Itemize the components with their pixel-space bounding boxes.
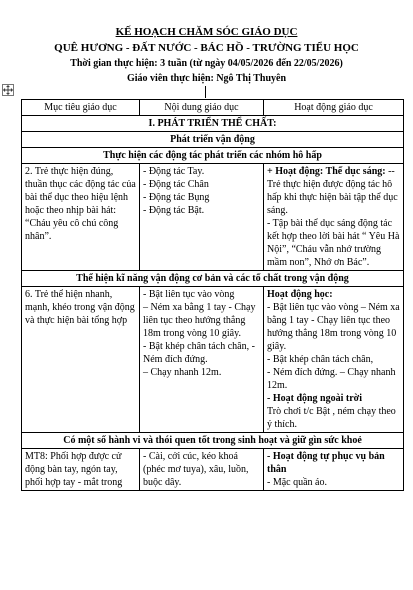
list-item: - Bật khép chân tách chân, - Ném đích đứng.: [143, 341, 255, 365]
column-header-activity: Hoạt động giáo dục: [264, 100, 404, 116]
activity-heading: + Hoạt động: Thể dục sáng:: [267, 166, 386, 177]
list-item: - Động tác Bật.: [143, 205, 205, 216]
table-header-row: [22, 100, 404, 116]
list-item: - Bật liên tục vào vòng: [143, 289, 235, 300]
activity-text: - Tập bài thể dục sáng động tác kết hợp theo lời bài hát “ Yêu Hà Nội”, “Cháu vẫn nhớ trường mầm non”, Nhớ ơn Bác”.: [267, 218, 400, 268]
content-cell: - Cài, cởi cúc, kéo khoá (phéc mơ tuya), xâu, luồn, buộc dây.: [140, 449, 264, 491]
group-heading: Thực hiện các động tác phát triển các nhóm hô hấp: [22, 148, 404, 164]
list-item: - Động tác Chân: [143, 179, 209, 190]
content-cell: [140, 164, 264, 271]
sub-section-heading: Phát triển vận động: [22, 132, 404, 148]
activity-heading: Hoạt động học:: [267, 289, 333, 300]
list-item: - Động tác Tay.: [143, 166, 205, 177]
time-period: Thời gian thực hiện: 3 tuần (từ ngày 04/05/2026 đến 22/05/2026): [70, 58, 343, 69]
list-item: – Chạy nhanh 12m.: [143, 367, 222, 378]
goal-cell: 6. Trẻ thể hiện nhanh, mạnh, khéo trong vận động và thực hiện bài tổng hợp: [22, 287, 140, 433]
table-row: [22, 449, 404, 491]
care-plan-table: [21, 99, 404, 491]
list-item: - Động tác Bụng: [143, 192, 210, 203]
list-item: - Bật khép chân tách chân,: [267, 354, 374, 365]
table-row: [22, 287, 404, 433]
activity-heading: - Hoạt động ngoài trời: [267, 393, 362, 404]
column-header-content: Nội dung giáo dục: [140, 100, 264, 116]
list-item: - Ném đích đứng. – Chạy nhanh 12m.: [267, 367, 396, 391]
activity-cell: [264, 287, 404, 433]
teacher-name: Giáo viên thực hiện: Ngô Thị Thuyên: [127, 73, 286, 84]
list-item: - Bật liên tục vào vòng – Ném xa bằng 1 tay - Chạy liên tục theo hướng thẳng 18m trong vòng 10 giây.: [267, 302, 400, 352]
activity-heading: - Hoạt động tự phục vụ bản thân: [267, 451, 385, 475]
group-heading: Có một số hành vi và thói quen tốt trong sinh hoạt và giữ gìn sức khoẻ: [22, 433, 404, 449]
goal-cell: 2. Trẻ thực hiện đúng, thuần thục các động tác của bài thể dục theo hiệu lệnh hoặc theo nhịp bài hát: “Cháu yêu cô chú công nhân”.: [22, 164, 140, 271]
content-cell: [140, 287, 264, 433]
text-cursor: [205, 86, 206, 98]
list-item: – Ném xa bằng 1 tay - Chạy liên tục theo hướng thẳng 18m trong vòng 10 giây.: [143, 302, 256, 339]
table-move-handle-icon[interactable]: [2, 84, 14, 96]
goal-cell: MT8: Phối hợp được cử động bàn tay, ngón tay, phối hợp tay - mắt trong: [22, 449, 140, 491]
activity-text: - Mặc quần áo.: [267, 477, 327, 488]
column-header-goal: Mục tiêu giáo dục: [22, 100, 140, 116]
activity-cell: [264, 449, 404, 491]
group-heading: Thể hiện kĩ năng vận động cơ bản và các tố chất trong vận động: [22, 271, 404, 287]
activity-cell: [264, 164, 404, 271]
table-row: [22, 164, 404, 271]
activity-text: -- Trẻ thực hiện được động tác hô hấp khi thực hiện bài tập thể dục sáng.: [267, 166, 398, 216]
document-title: KẾ HOẠCH CHĂM SÓC GIÁO DỤC: [115, 26, 298, 38]
section-heading: I. PHÁT TRIỂN THỂ CHẤT:: [22, 116, 404, 132]
theme-title: QUÊ HƯƠNG - ĐẤT NƯỚC - BÁC HỒ - TRƯỜNG TIỂU HỌC: [54, 42, 359, 54]
activity-text: Trò chơi t/c Bật , ném chạy theo ý thích.: [267, 406, 396, 430]
